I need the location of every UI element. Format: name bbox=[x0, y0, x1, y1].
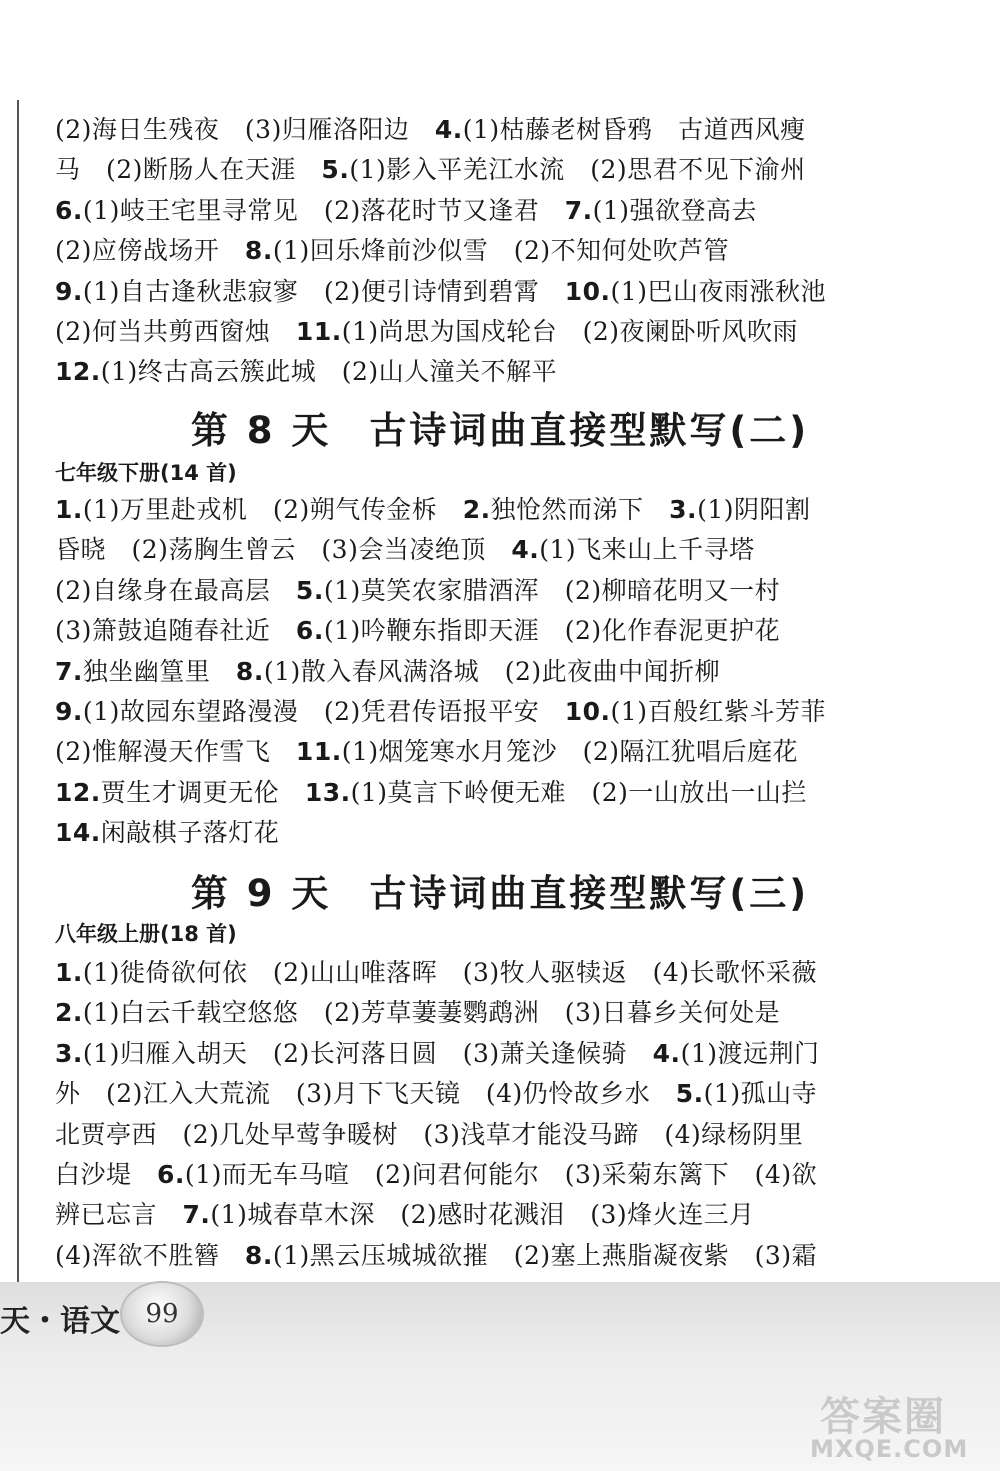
page-number-badge bbox=[122, 1283, 202, 1345]
watermark-logo bbox=[800, 1385, 990, 1465]
section3-title bbox=[0, 863, 1000, 917]
text-line: 辨已忘言 7.(1)城春草木深 (2)感时花溅泪 (3)烽火连三月 bbox=[55, 1200, 755, 1230]
text-line: 3.(1)归雁入胡天 (2)长河落日圆 (3)萧关逢候骑 4.(1)渡远荆门 bbox=[55, 1038, 820, 1068]
text-line: (2)海日生残夜 (3)归雁洛阳边 4.(1)枯藤老树昏鸦 古道西风瘦 bbox=[55, 115, 806, 144]
text-line: 1.(1)徙倚欲何依 (2)山山唯落晖 (3)牧人驱犊返 (4)长歌怀采薇 bbox=[55, 958, 818, 987]
text-line: 2.(1)白云千载空悠悠 (2)芳草萋萋鹦鹉洲 (3)日暮乡关何处是 bbox=[55, 998, 781, 1028]
section3-title-topic: 古诗词曲直接型默写(三) bbox=[369, 872, 810, 915]
text-line: 12.贾生才调更无伦 13.(1)莫言下岭便无难 (2)一山放出一山拦 bbox=[55, 777, 807, 807]
left-margin-rule bbox=[17, 100, 19, 1300]
text-line: (2)惟解漫天作雪飞 11.(1)烟笼寒水月笼沙 (2)隔江犹唱后庭花 bbox=[55, 737, 799, 767]
section2-title-topic: 古诗词曲直接型默写(二) bbox=[369, 409, 810, 452]
section3-lines bbox=[55, 953, 935, 1276]
text-line: 北贾亭西 (2)几处早莺争暖树 (3)浅草才能没马蹄 (4)绿杨阴里 bbox=[55, 1119, 804, 1149]
section2-label: 七年级下册(14 首) bbox=[55, 461, 237, 485]
text-line: (2)应傍战场开 8.(1)回乐烽前沙似雪 (2)不知何处吹芦管 bbox=[55, 236, 730, 266]
watermark-url: MXQE.COM bbox=[810, 1435, 969, 1463]
text-line: 9.(1)自古逢秋悲寂寥 (2)便引诗情到碧霄 10.(1)巴山夜雨涨秋池 bbox=[55, 276, 826, 306]
text-line: (4)浑欲不胜簪 8.(1)黑云压城城欲摧 (2)塞上燕脂凝夜紫 (3)霜 bbox=[55, 1240, 818, 1270]
section2-title-day: 第 8 天 bbox=[190, 409, 332, 452]
text-line: 7.独坐幽篁里 8.(1)散入春风满洛城 (2)此夜曲中闻折柳 bbox=[55, 656, 721, 686]
text-line: (2)何当共剪西窗烛 11.(1)尚思为国戍轮台 (2)夜阑卧听风吹雨 bbox=[55, 316, 799, 346]
section2-lines bbox=[55, 490, 935, 854]
footer-subject-label: 天・语文 bbox=[0, 1304, 120, 1339]
page-number: 99 bbox=[145, 1299, 179, 1329]
section1-lines bbox=[55, 110, 935, 393]
section3-title-day: 第 9 天 bbox=[190, 872, 332, 915]
text-line: 6.(1)岐王宅里寻常见 (2)落花时节又逢君 7.(1)强欲登高去 bbox=[55, 195, 758, 225]
text-line: 昏晓 (2)荡胸生曾云 (3)会当凌绝顶 4.(1)飞来山上千寻塔 bbox=[55, 535, 755, 565]
watermark-text: 答案圈 bbox=[820, 1394, 946, 1440]
text-line: (2)自缘身在最高层 5.(1)莫笑农家腊酒浑 (2)柳暗花明又一村 bbox=[55, 575, 781, 605]
section3-label: 八年级上册(18 首) bbox=[55, 922, 237, 946]
text-line: 14.闲敲棋子落灯花 bbox=[55, 818, 280, 848]
text-line: 12.(1)终古高云簇此城 (2)山人潼关不解平 bbox=[55, 357, 558, 387]
text-line: 外 (2)江入大荒流 (3)月下飞天镜 (4)仍怜故乡水 5.(1)孤山寺 bbox=[55, 1079, 818, 1109]
section2-title bbox=[0, 400, 1000, 454]
text-line: (3)箫鼓追随春社近 6.(1)吟鞭东指即天涯 (2)化作春泥更护花 bbox=[55, 616, 781, 646]
text-line: 1.(1)万里赴戎机 (2)朔气传金柝 2.独怆然而涕下 3.(1)阴阳割 bbox=[55, 495, 811, 524]
text-line: 马 (2)断肠人在天涯 5.(1)影入平羌江水流 (2)思君不见下渝州 bbox=[55, 155, 806, 185]
text-line: 白沙堤 6.(1)而无车马喧 (2)问君何能尔 (3)采菊东篱下 (4)欲 bbox=[55, 1159, 818, 1189]
text-line: 9.(1)故园东望路漫漫 (2)凭君传语报平安 10.(1)百般红紫斗芳菲 bbox=[55, 696, 826, 726]
